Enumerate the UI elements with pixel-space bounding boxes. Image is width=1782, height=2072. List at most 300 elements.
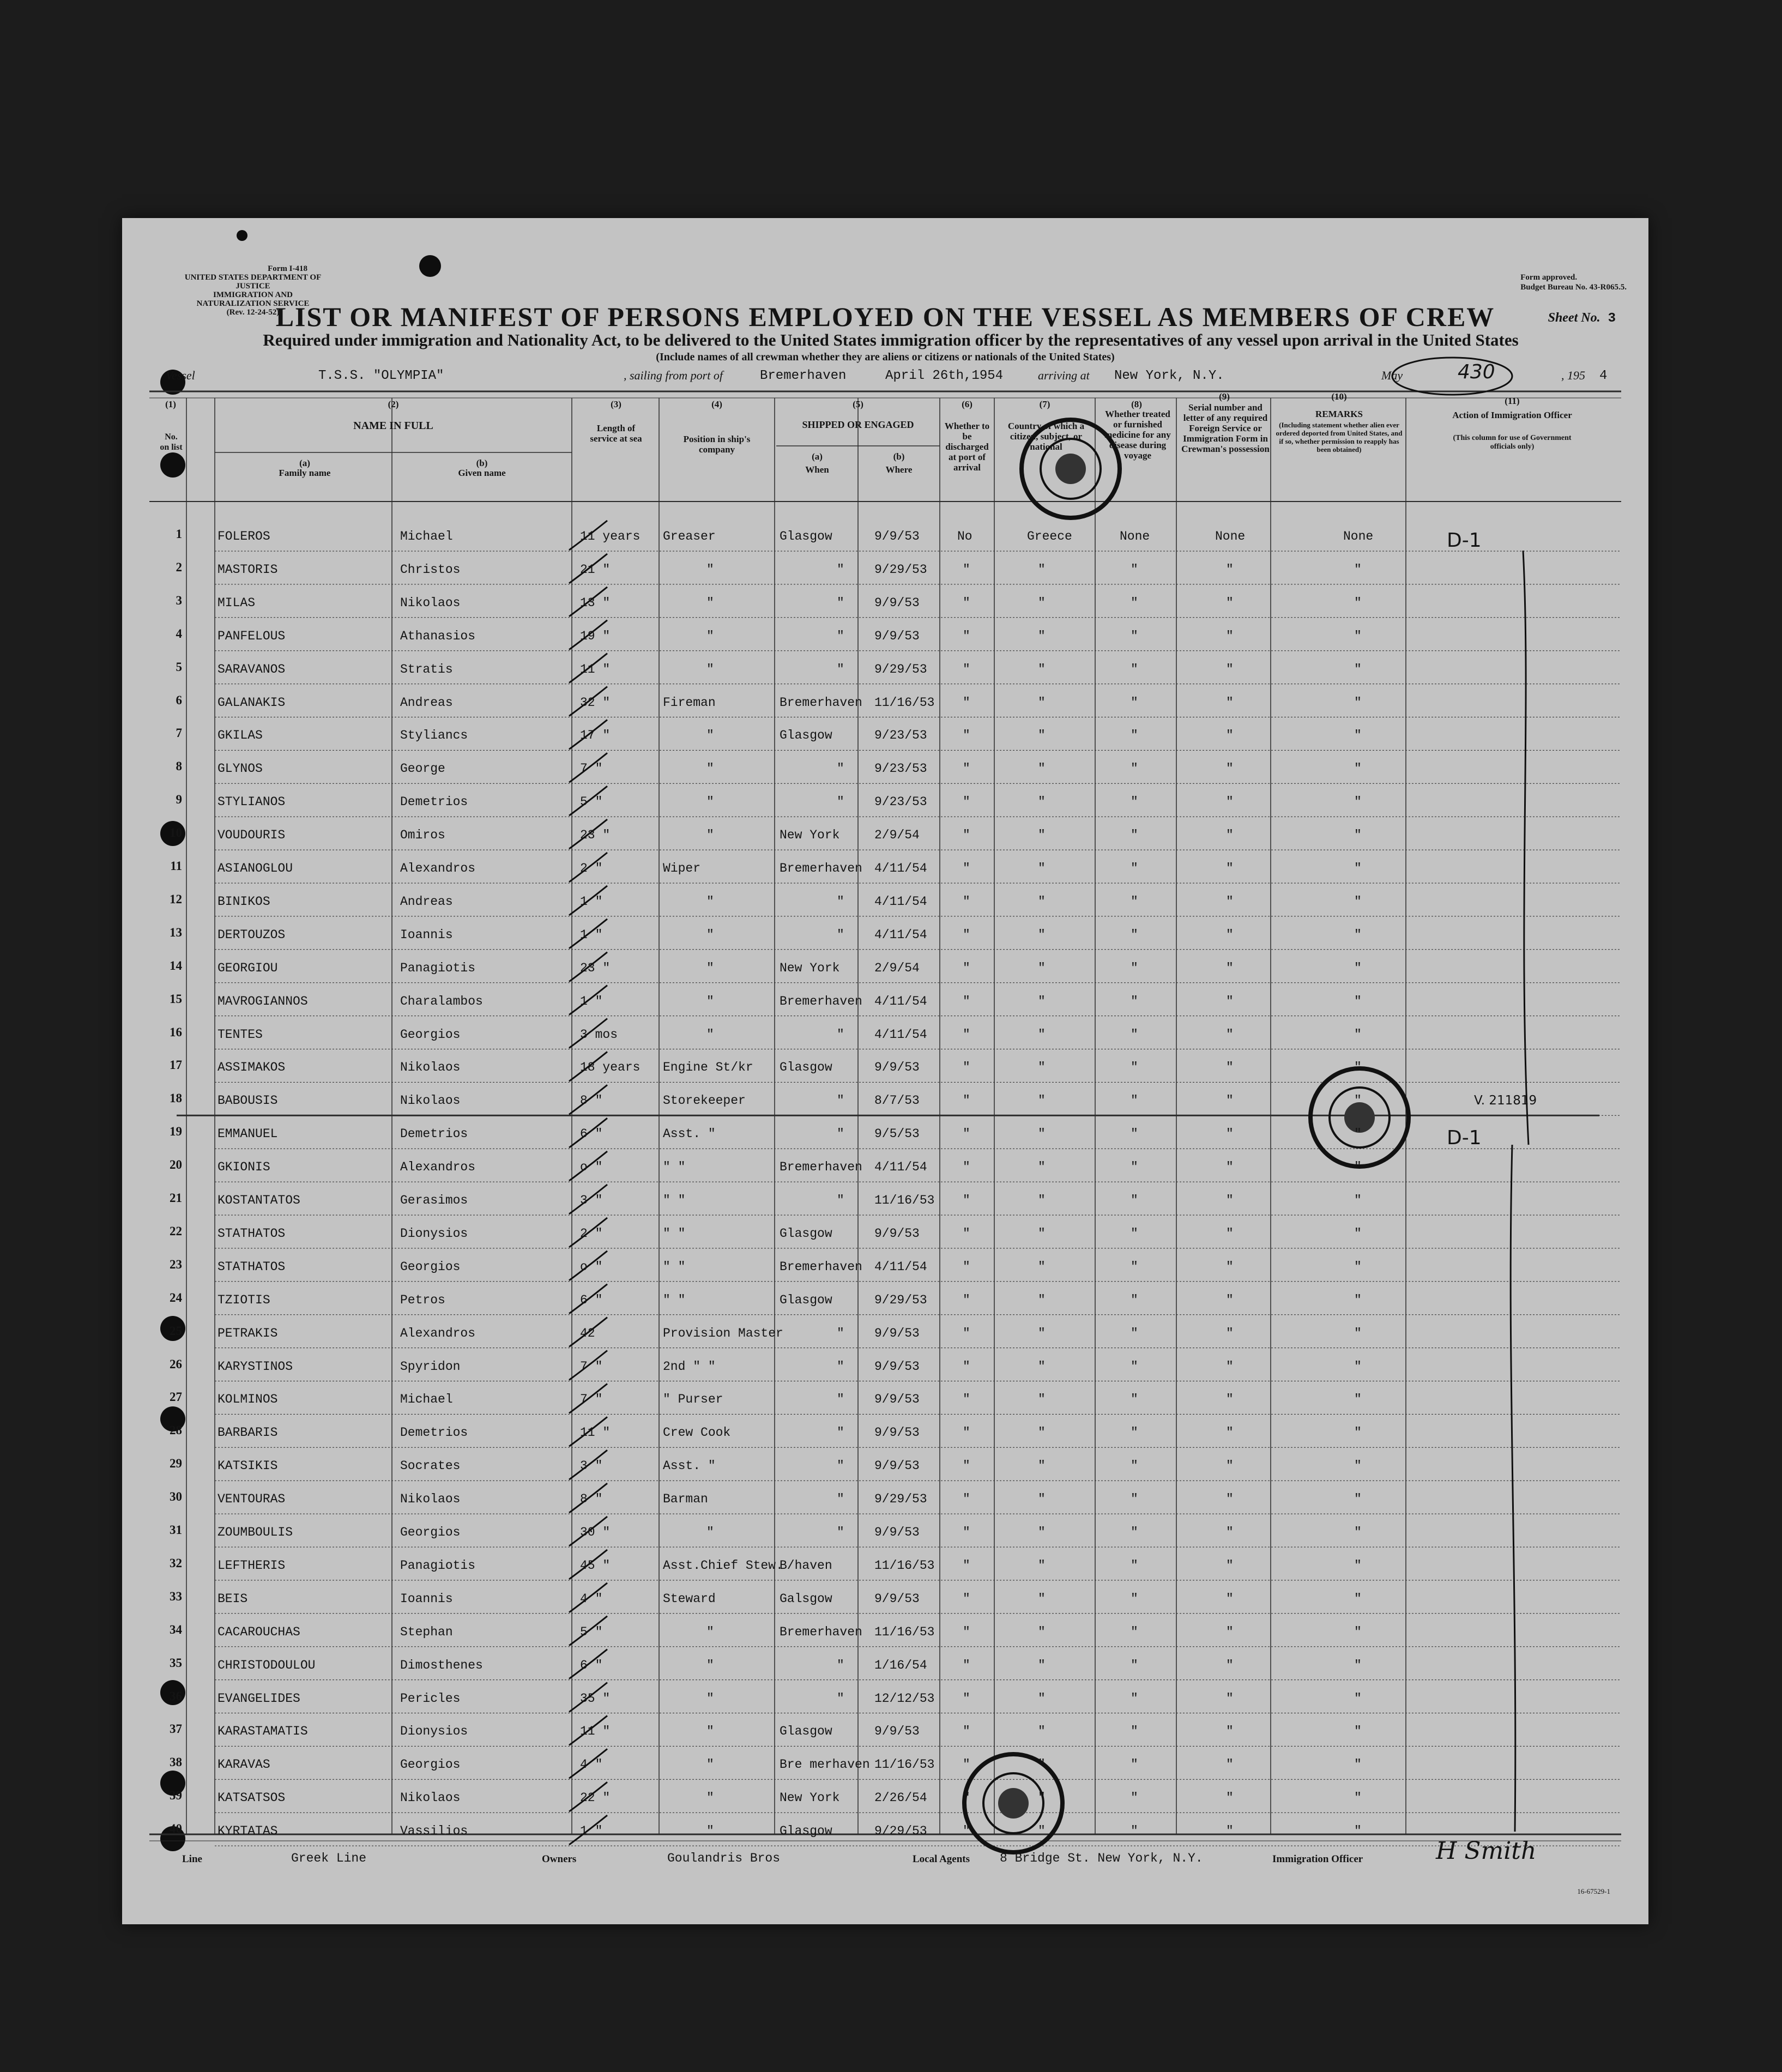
remarks-cell: " (1354, 1624, 1362, 1639)
medicine-cell: " (1131, 1027, 1138, 1042)
medicine-cell: " (1131, 1127, 1138, 1141)
position-cell: " Purser (663, 1392, 723, 1407)
discharged-cell: " (963, 1359, 970, 1374)
position-cell: Greaser (663, 529, 716, 543)
row-number-cell: 20 (170, 1158, 182, 1172)
shipped-when-cell: " (837, 1691, 844, 1706)
medicine-cell: " (1131, 1160, 1138, 1175)
given-name-cell: Socrates (400, 1459, 461, 1473)
medicine-cell: " (1131, 695, 1138, 710)
shipped-where-cell: 9/23/53 (874, 728, 927, 743)
remarks-cell: " (1354, 1824, 1362, 1839)
service-length-cell: 8 " (580, 1492, 603, 1507)
arrival-month: May (1381, 369, 1403, 382)
discharged-cell: " (963, 994, 970, 1008)
service-length-cell: 21 " (580, 562, 611, 577)
shipped-where-cell: 9/9/53 (874, 1425, 920, 1440)
position-cell: " " (663, 1259, 686, 1274)
shipped-when-cell: New York (780, 828, 840, 843)
medicine-cell: " (1131, 795, 1138, 810)
serial-cell: " (1226, 1326, 1234, 1340)
shipped-when-cell: Bremerhaven (780, 1624, 862, 1639)
row-number-cell: 36 (170, 1689, 182, 1703)
position-cell: " (706, 1658, 714, 1672)
country-cell: " (1038, 1757, 1046, 1772)
discharged-cell: " (963, 1791, 970, 1805)
col6-num: (6) (962, 399, 972, 409)
vessel-name: T.S.S. "OLYMPIA" (318, 369, 444, 383)
service-length-cell: 4 " (580, 1591, 603, 1606)
position-cell: " (706, 828, 714, 843)
shipped-where-cell: 11/16/53 (874, 1757, 935, 1772)
col11-label: Action of Immigration Officer (1452, 410, 1572, 420)
form-revision: (Rev. 12-24-52) (226, 308, 280, 317)
arrival-day-handwritten: 430 (1458, 361, 1495, 383)
discharged-cell: " (963, 595, 970, 610)
shipped-where-cell: 11/16/53 (874, 1193, 935, 1207)
shipped-when-cell: Glasgow (780, 1060, 832, 1075)
service-length-cell: 6 " (580, 1658, 603, 1672)
service-length-cell: 7 " (580, 762, 603, 776)
shipped-when-cell: " (837, 662, 844, 676)
shipped-where-cell: 9/29/53 (874, 662, 927, 676)
col11-num: (11) (1505, 396, 1520, 406)
row-number-cell: 1 (176, 527, 182, 541)
discharged-cell: " (963, 1326, 970, 1340)
discharged-cell: " (963, 1060, 970, 1075)
position-cell: " (706, 1525, 714, 1539)
serial-cell: " (1226, 1459, 1234, 1473)
manifest-page (122, 218, 1648, 1924)
given-name-cell: Michael (400, 1392, 453, 1407)
shipped-where-cell: 9/29/53 (874, 1292, 927, 1307)
discharged-cell: " (963, 828, 970, 843)
remarks-cell: " (1354, 1292, 1362, 1307)
discharged-cell: " (963, 961, 970, 975)
remarks-cell: " (1354, 1027, 1362, 1042)
row-number-cell: 2 (176, 560, 182, 574)
shipped-when-cell: " (837, 894, 844, 909)
remarks-cell: " (1354, 927, 1362, 942)
service-length-cell: o " (580, 1160, 603, 1175)
country-cell: " (1038, 1027, 1046, 1042)
remarks-cell: " (1354, 1425, 1362, 1440)
department-name: UNITED STATES DEPARTMENT OF JUSTICE (184, 273, 322, 291)
service-length-cell: 5 " (580, 1624, 603, 1639)
family-name-cell: PANFELOUS (218, 629, 286, 643)
remarks-cell: " (1354, 1094, 1362, 1108)
row-number-cell: 30 (170, 1490, 182, 1504)
family-name-cell: ZOUMBOULIS (218, 1525, 293, 1539)
given-name-cell: Christos (400, 562, 461, 577)
family-name-cell: VOUDOURIS (218, 828, 286, 843)
family-name-cell: MASTORIS (218, 562, 278, 577)
shipped-where-cell: 9/29/53 (874, 1492, 927, 1507)
shipped-where-cell: 4/11/54 (874, 1027, 927, 1042)
approved-line: Form approved. (1520, 273, 1578, 282)
remarks-cell: " (1354, 894, 1362, 909)
shipped-where-cell: 9/5/53 (874, 1127, 920, 1141)
form-number: Form I-418 (268, 264, 307, 273)
family-name-cell: STATHATOS (218, 1259, 286, 1274)
col9-label: Serial number and letter of any required Foreign Service or Immigration Form in Crewman's possession (1181, 402, 1270, 454)
shipped-where-cell: 11/16/53 (874, 695, 935, 710)
country-cell: " (1038, 1094, 1046, 1108)
action-column-line (1511, 1145, 1515, 1832)
family-name-cell: PETRAKIS (218, 1326, 278, 1340)
position-cell: Storekeeper (663, 1094, 746, 1108)
discharged-cell: " (963, 861, 970, 875)
shipped-when-cell: " (837, 1492, 844, 1507)
shipped-where-cell: 9/9/53 (874, 1226, 920, 1241)
discharged-cell: " (963, 1027, 970, 1042)
family-name-cell: CHRISTODOULOU (218, 1658, 316, 1672)
departure-date: April 26th,1954 (885, 369, 1004, 383)
discharged-cell: " (963, 662, 970, 676)
position-cell: " " (663, 1160, 686, 1175)
serial-cell: " (1226, 1691, 1234, 1706)
remarks-cell: " (1354, 562, 1362, 577)
family-name-cell: LEFTHERIS (218, 1558, 286, 1573)
medicine-cell: " (1131, 1292, 1138, 1307)
serial-cell: " (1226, 1558, 1234, 1573)
remarks-cell: " (1354, 695, 1362, 710)
serial-cell: " (1226, 1724, 1234, 1739)
position-cell: " (706, 1757, 714, 1772)
col1-num: (1) (165, 399, 176, 409)
shipped-when-cell: " (837, 1326, 844, 1340)
print-code: 16-67529-1 (1577, 1887, 1610, 1895)
discharged-cell: " (963, 1193, 970, 1207)
shipped-when-cell: Glasgow (780, 1292, 832, 1307)
discharged-cell: " (963, 1392, 970, 1407)
shipped-when-cell: " (837, 1027, 844, 1042)
shipped-where-cell: 9/29/53 (874, 1824, 927, 1839)
row-number-cell: 15 (170, 992, 182, 1006)
discharged-cell: " (963, 1226, 970, 1241)
col4-num: (4) (711, 399, 722, 409)
row-number-cell: 31 (170, 1523, 182, 1537)
service-length-cell: 1 " (580, 994, 603, 1008)
medicine-cell: None (1120, 529, 1150, 543)
family-name-cell: MAVROGIANNOS (218, 994, 308, 1008)
country-cell: " (1038, 795, 1046, 810)
position-cell: " (706, 894, 714, 909)
remarks-cell: " (1354, 629, 1362, 643)
position-cell: " (706, 961, 714, 975)
row-number-cell: 5 (176, 660, 182, 674)
given-name-cell: Andreas (400, 695, 453, 710)
col2-label: NAME IN FULL (353, 420, 433, 432)
position-cell: " (706, 1691, 714, 1706)
family-name-cell: ASIANOGLOU (218, 861, 293, 875)
discharged-cell: " (963, 1425, 970, 1440)
col8-label: Whether treated or furnished medicine for any disease during voyage (1104, 409, 1171, 461)
service-length-cell: 30 " (580, 1525, 611, 1539)
discharged-cell: " (963, 1525, 970, 1539)
discharged-cell: " (963, 927, 970, 942)
row-number-cell: 40 (170, 1822, 182, 1836)
arrival-port: New York, N.Y. (1114, 369, 1224, 383)
service-length-cell: 2 " (580, 861, 603, 875)
shipped-when-cell: " (837, 1459, 844, 1473)
row-number-cell: 29 (170, 1457, 182, 1471)
sheet-value: 3 (1608, 311, 1616, 326)
discharged-cell: " (963, 1658, 970, 1672)
service-length-cell: 11 " (580, 1724, 611, 1739)
service-length-cell: 8 " (580, 1094, 603, 1108)
shipped-when-cell: Bremerhaven (780, 1160, 862, 1175)
country-cell: " (1038, 1193, 1046, 1207)
shipped-where-cell: 4/11/54 (874, 927, 927, 942)
position-cell: Steward (663, 1591, 716, 1606)
country-cell: " (1038, 562, 1046, 577)
given-name-cell: Styliancs (400, 728, 468, 743)
row-number-cell: 39 (170, 1789, 182, 1803)
discharged-cell: " (963, 1127, 970, 1141)
shipped-where-cell: 9/9/53 (874, 1459, 920, 1473)
service-length-cell: 4 " (580, 1757, 603, 1772)
country-cell: " (1038, 1160, 1046, 1175)
shipped-when-cell: Glasgow (780, 728, 832, 743)
serial-cell: " (1226, 1824, 1234, 1839)
medicine-cell: " (1131, 927, 1138, 942)
col5b-num: (b) (893, 451, 905, 462)
service-length-cell: 1 " (580, 894, 603, 909)
given-name-cell: Georgios (400, 1259, 461, 1274)
family-name-cell: GKIONIS (218, 1160, 270, 1175)
discharged-cell: " (963, 1259, 970, 1274)
discharged-cell: " (963, 1757, 970, 1772)
serial-cell: " (1226, 662, 1234, 676)
service-length-cell: 6 " (580, 1127, 603, 1141)
family-name-cell: BABOUSIS (218, 1094, 278, 1108)
family-name-cell: TENTES (218, 1027, 263, 1042)
discharged-cell: " (963, 894, 970, 909)
position-cell: " (706, 662, 714, 676)
country-cell: " (1038, 1691, 1046, 1706)
serial-cell: " (1226, 595, 1234, 610)
col2b-num: (b) (476, 458, 488, 468)
position-cell: " (706, 595, 714, 610)
family-name-cell: STATHATOS (218, 1226, 286, 1241)
discharged-cell: " (963, 1459, 970, 1473)
given-name-cell: Demetrios (400, 795, 468, 810)
action-cell: D-1 (1447, 1127, 1482, 1150)
given-name-cell: George (400, 762, 445, 776)
medicine-cell: " (1131, 1060, 1138, 1075)
serial-cell: " (1226, 1392, 1234, 1407)
shipped-where-cell: 2/26/54 (874, 1791, 927, 1805)
row-number-cell: 24 (170, 1290, 182, 1304)
service-length-cell: 3 mos (580, 1027, 618, 1042)
row-number-cell: 17 (170, 1058, 182, 1072)
serial-cell: " (1226, 562, 1234, 577)
row-number-cell: 32 (170, 1556, 182, 1570)
row-number-cell: 10 (170, 826, 182, 840)
serial-cell: " (1226, 1525, 1234, 1539)
remarks-cell: " (1354, 1127, 1362, 1141)
position-cell: " (706, 795, 714, 810)
family-name-cell: GKILAS (218, 728, 263, 743)
shipped-when-cell: " (837, 1094, 844, 1108)
family-name-cell: KYRTATAS (218, 1824, 278, 1839)
country-cell: " (1038, 1525, 1046, 1539)
medicine-cell: " (1131, 1459, 1138, 1473)
serial-cell: " (1226, 1094, 1234, 1108)
remarks-cell: " (1354, 1757, 1362, 1772)
family-name-cell: GLYNOS (218, 762, 263, 776)
discharged-cell: " (963, 1160, 970, 1175)
service-length-cell: 42 (580, 1326, 595, 1340)
family-name-cell: KOSTANTATOS (218, 1193, 300, 1207)
position-cell: Engine St/kr (663, 1060, 753, 1075)
medicine-cell: " (1131, 629, 1138, 643)
agents-label: Local Agents (913, 1853, 970, 1865)
serial-cell: " (1226, 795, 1234, 810)
service-length-cell: 5 " (580, 795, 603, 810)
shipped-when-cell: New York (780, 1791, 840, 1805)
country-cell: " (1038, 1492, 1046, 1507)
country-cell: " (1038, 1459, 1046, 1473)
line-value: Greek Line (291, 1851, 367, 1865)
given-name-cell: Petros (400, 1292, 445, 1307)
position-cell: " (706, 994, 714, 1008)
remarks-cell: " (1354, 1591, 1362, 1606)
service-length-cell: 18 years (580, 1060, 641, 1075)
position-cell: Asst.Chief Stew. (663, 1558, 783, 1573)
given-name-cell: Alexandros (400, 1326, 476, 1340)
row-number-cell: 22 (170, 1224, 182, 1238)
col7-num: (7) (1039, 399, 1050, 409)
family-name-cell: GEORGIOU (218, 961, 278, 975)
shipped-when-cell: Glasgow (780, 529, 832, 543)
given-name-cell: Georgios (400, 1757, 461, 1772)
serial-cell: " (1226, 1791, 1234, 1805)
shipped-when-cell: Bremerhaven (780, 994, 862, 1008)
country-cell: " (1038, 728, 1046, 743)
shipped-where-cell: 9/9/53 (874, 1359, 920, 1374)
medicine-cell: " (1131, 1359, 1138, 1374)
shipped-where-cell: 11/16/53 (874, 1624, 935, 1639)
remarks-cell: " (1354, 1459, 1362, 1473)
remarks-cell: " (1354, 1525, 1362, 1539)
country-cell: " (1038, 961, 1046, 975)
serial-cell: " (1226, 1292, 1234, 1307)
service-length-cell: 7 " (580, 1359, 603, 1374)
discharged-cell: " (963, 1691, 970, 1706)
country-cell: " (1038, 1624, 1046, 1639)
arriving-label: arriving at (1038, 369, 1090, 382)
position-cell: " " (663, 1226, 686, 1241)
service-length-cell: o " (580, 1259, 603, 1274)
serial-cell: " (1226, 1226, 1234, 1241)
given-name-cell: Georgios (400, 1525, 461, 1539)
service-length-cell: 35 " (580, 1691, 611, 1706)
medicine-cell: " (1131, 1691, 1138, 1706)
discharged-cell: " (963, 1724, 970, 1739)
given-name-cell: Alexandros (400, 1160, 476, 1175)
shipped-where-cell: 4/11/54 (874, 894, 927, 909)
remarks-cell: " (1354, 828, 1362, 843)
medicine-cell: " (1131, 1492, 1138, 1507)
medicine-cell: " (1131, 961, 1138, 975)
given-name-cell: Spyridon (400, 1359, 461, 1374)
remarks-cell: " (1354, 728, 1362, 743)
family-name-cell: EVANGELIDES (218, 1691, 300, 1706)
given-name-cell: Demetrios (400, 1127, 468, 1141)
position-cell: Wiper (663, 861, 701, 875)
serial-cell: " (1226, 1160, 1234, 1175)
service-length-cell: 23 " (580, 828, 611, 843)
serial-cell: " (1226, 629, 1234, 643)
given-name-cell: Pericles (400, 1691, 461, 1706)
service-length-cell: 11 years (580, 529, 641, 543)
shipped-where-cell: 9/23/53 (874, 795, 927, 810)
shipped-when-cell: Bremerhaven (780, 861, 862, 875)
shipped-when-cell: " (837, 1425, 844, 1440)
family-name-cell: EMMANUEL (218, 1127, 278, 1141)
position-cell: " (706, 1824, 714, 1839)
service-length-cell: 13 " (580, 595, 611, 610)
row-number-cell: 26 (170, 1357, 182, 1371)
row-number-cell: 34 (170, 1622, 182, 1636)
col7-label: Country of which a citizen, subject, or national (1007, 421, 1085, 452)
position-cell: " " (663, 1292, 686, 1307)
serial-cell: " (1226, 1359, 1234, 1374)
remarks-cell: None (1343, 529, 1374, 543)
col10-label: REMARKS (1315, 409, 1363, 419)
service-length-cell: 1 " (580, 1824, 603, 1839)
row-number-cell: 8 (176, 759, 182, 774)
position-cell: " (706, 728, 714, 743)
given-name-cell: Panagiotis (400, 1558, 476, 1573)
country-cell: " (1038, 595, 1046, 610)
remarks-cell: " (1354, 595, 1362, 610)
discharged-cell: " (963, 695, 970, 710)
country-cell: " (1038, 1259, 1046, 1274)
family-name-cell: MILAS (218, 595, 256, 610)
given-name-cell: Vassilios (400, 1824, 468, 1839)
remarks-cell: " (1354, 1060, 1362, 1075)
country-cell: " (1038, 994, 1046, 1008)
country-cell: " (1038, 1127, 1046, 1141)
position-cell: " (706, 1624, 714, 1639)
remarks-cell: " (1354, 762, 1362, 776)
service-length-cell: 3 " (580, 1459, 603, 1473)
country-cell: " (1038, 927, 1046, 942)
medicine-cell: " (1131, 994, 1138, 1008)
family-name-cell: KATSIKIS (218, 1459, 278, 1473)
family-name-cell: KATSATSOS (218, 1791, 286, 1805)
manifest-title: LIST OR MANIFEST OF PERSONS EMPLOYED ON THE VESSEL AS MEMBERS OF CREW (275, 301, 1495, 332)
handwritten-circle (1392, 358, 1512, 395)
serial-cell: " (1226, 861, 1234, 875)
service-name: IMMIGRATION AND NATURALIZATION SERVICE (196, 291, 310, 308)
shipped-where-cell: 9/29/53 (874, 562, 927, 577)
country-cell: " (1038, 1591, 1046, 1606)
position-cell: Asst. " (663, 1127, 716, 1141)
remarks-cell: " (1354, 1326, 1362, 1340)
given-name-cell: Nikolaos (400, 1060, 461, 1075)
shipped-where-cell: 9/9/53 (874, 1392, 920, 1407)
position-cell: Provision Master (663, 1326, 783, 1340)
family-name-cell: BINIKOS (218, 894, 270, 909)
discharged-cell: " (963, 1292, 970, 1307)
serial-cell: " (1226, 1658, 1234, 1672)
medicine-cell: " (1131, 1824, 1138, 1839)
service-length-cell: 32 " (580, 695, 611, 710)
